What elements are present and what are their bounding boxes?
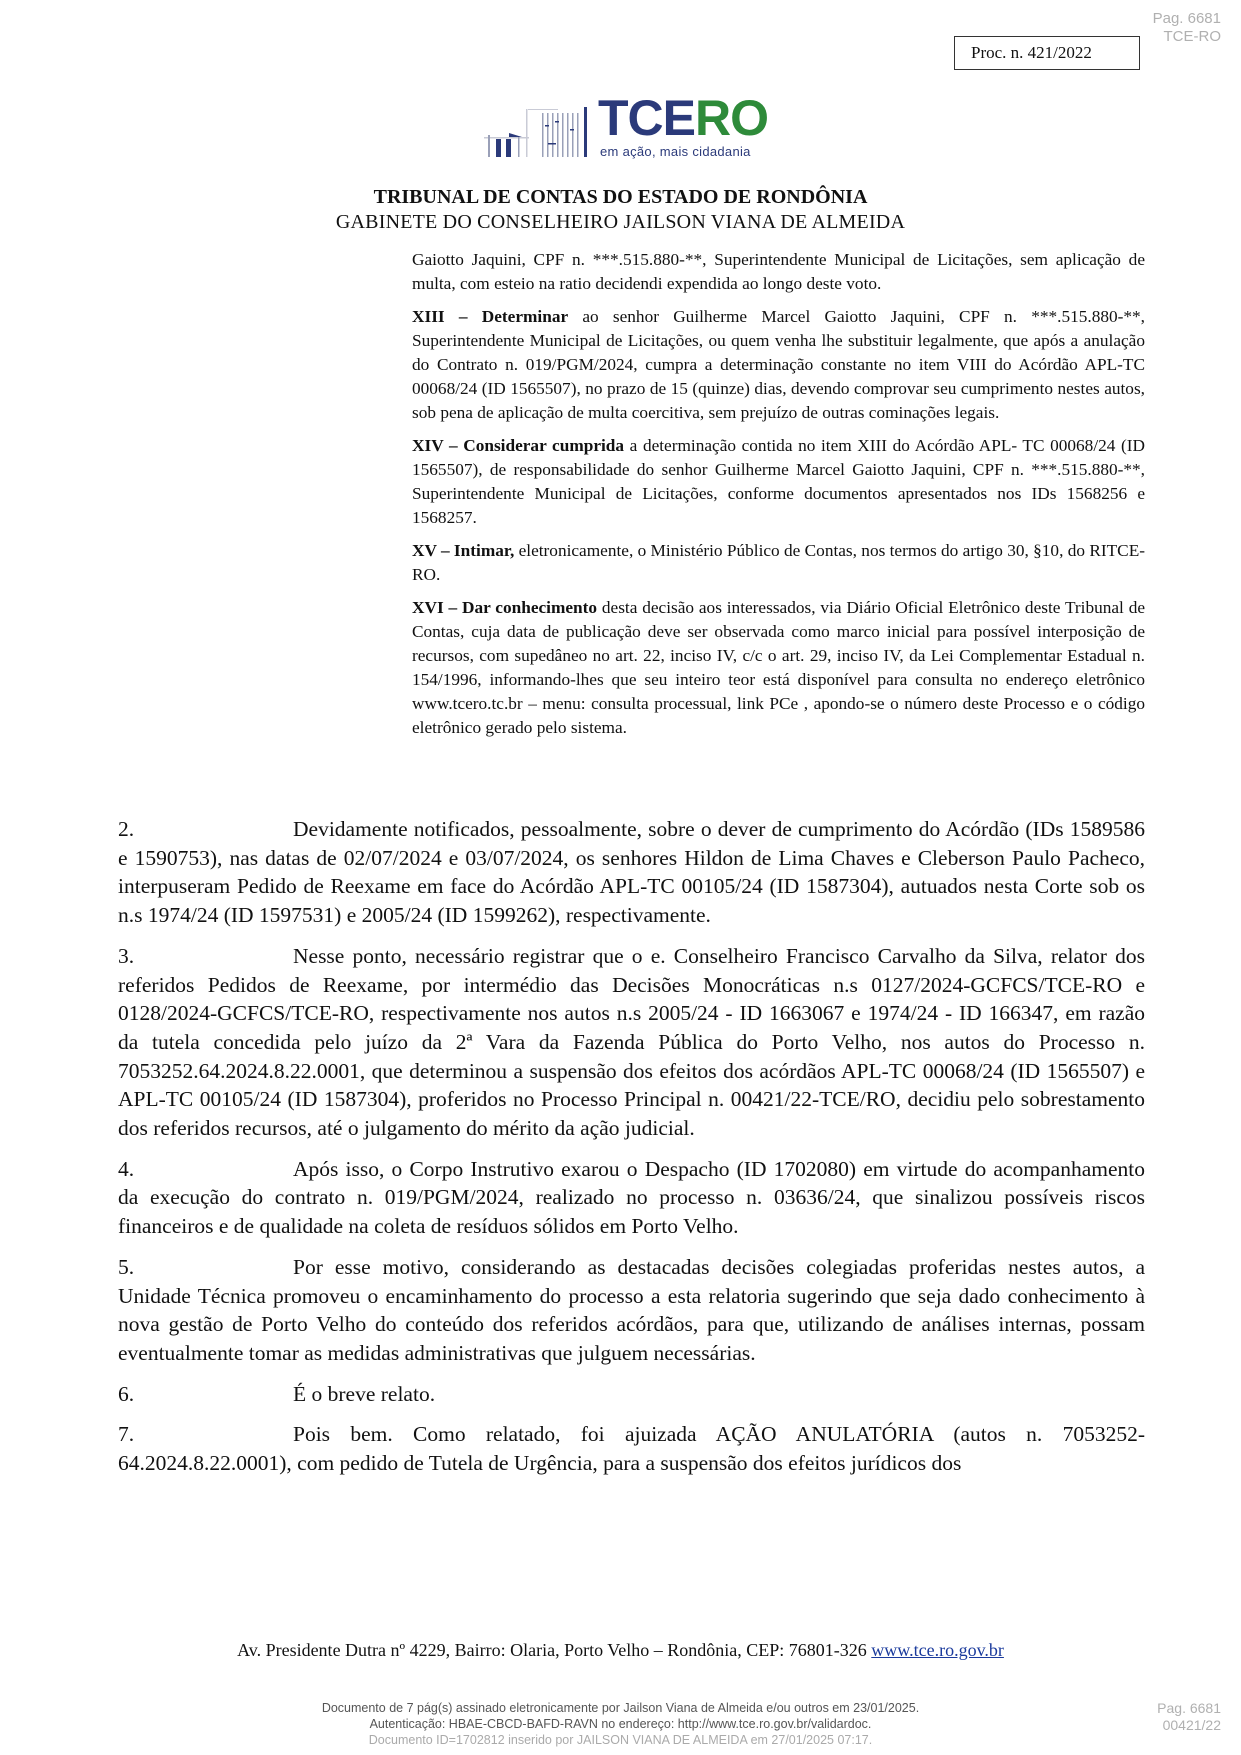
page-number-stamp-bottom: Pag. 6681 — [1157, 1700, 1221, 1716]
logo-ro-text: RO — [695, 90, 768, 146]
report-body — [118, 815, 1145, 1490]
website-link[interactable]: www.tce.ro.gov.br — [871, 1640, 1004, 1660]
paragraph-4: 4. Após isso, o Corpo Instrutivo exarou o Despacho (ID 1702080) em virtude do acompanhamento da execução do contrato n. 019/PGM/2024, realizado no processo n. 03636/24, que sinalizou possíveis riscos financeiros e de qualidade na coleta de resíduos sólidos em Porto Velho. — [118, 1156, 1145, 1239]
logo-tagline: em ação, mais cidadania — [600, 144, 751, 159]
tcero-logo — [484, 90, 784, 161]
page-number-stamp: Pag. 6681 — [1152, 10, 1221, 27]
quoted-item-xiv: XIV – Considerar cumprida a determinação contida no item XIII do Acórdão APL- TC 00068/24 (ID 1565507), de responsabilidade do senhor Guilherme Marcel Gaiotto Jaquini, CPF n. ***.515.880-**, Superintendente Municipal de Licitações, conforme documentos apresentados nos IDs 1568256 e 1568257. — [412, 436, 1145, 527]
logo-wordmark — [598, 91, 768, 145]
document-id-line: Documento ID=1702812 inserido por JAILSON VIANA DE ALMEIDA em 27/01/2025 07:17. — [368, 1733, 873, 1747]
building-logo-icon — [484, 95, 592, 157]
office-subtitle: GABINETE DO CONSELHEIRO JAILSON VIANA DE ALMEIDA — [335, 211, 906, 233]
signature-line: Documento de 7 pág(s) assinado eletronicamente por Jailson Viana de Almeida e/ou outros em 23/01/2025. — [321, 1701, 920, 1715]
paragraph-3: 3. Nesse ponto, necessário registrar que o e. Conselheiro Francisco Carvalho da Silva, relator dos referidos Pedidos de Reexame, por intermédio das Decisões Monocráticas n.s 0127/2024-GCFCS/TCE-RO e 0128/2024-GCFCS/TCE-RO, respectivamente nos autos n.s 2005/24 - ID 1663067 e 1974/24 - ID 166347, em razão da tutela concedida pelo juízo da 2ª Vara da Fazenda Pública do Porto Velho, nos autos do Processo n. 7053252.64.2024.8.22.0001, que determinou a suspensão dos efeitos dos acórdãos APL-TC 00068/24 (ID 1565507) e APL-TC 00105/24 (ID 1587304), proferidos no Processo Principal n. 00421/22-TCE/RO, decidiu pelo sobrestamento dos referidos recursos, até o julgamento do mérito da ação judicial. — [118, 943, 1145, 1141]
paragraph-2: 2. Devidamente notificados, pessoalmente, sobre o dever de cumprimento do Acórdão (IDs 1589586 e 1590753), nas datas de 02/07/2024 e 03/07/2024, os senhores Hildon de Lima Chaves e Cleberson Paulo Pacheco, interpuseram Pedido de Reexame em face do Acórdão APL-TC 00105/24 (ID 1587304), autuados nesta Corte sob os n.s 1974/24 (ID 1597531) e 2005/24 (ID 1599262), respectivamente. — [118, 817, 1145, 928]
process-number-box: Proc. n. 421/2022 — [954, 36, 1140, 70]
logo-tce-text: TCE — [598, 90, 695, 146]
paragraph-5: 5. Por esse motivo, considerando as destacadas decisões colegiadas proferidas nestes autos, a Unidade Técnica promoveu o encaminhamento do processo a esta relatoria sugerindo que seja dado conhecimento à nova gestão de Porto Velho do conteúdo dos referidos acórdãos, para que, utilizando de análises internas, possam eventualmente tomar as medidas administrativas que julguem necessárias. — [118, 1254, 1145, 1365]
org-stamp: TCE-RO — [1163, 28, 1221, 45]
paragraph-7: 7. Pois bem. Como relatado, foi ajuizada AÇÃO ANULATÓRIA (autos n. 7053252-64.2024.8.22.0001), com pedido de Tutela de Urgência, para a suspensão dos efeitos jurídicos dos — [118, 1422, 1145, 1476]
page-stamp-top — [1153, 10, 1221, 46]
page-stamp-bottom — [1157, 1700, 1221, 1734]
quoted-item-xiii: XIII – Determinar ao senhor Guilherme Marcel Gaiotto Jaquini, CPF n. ***.515.880-**, Superintendente Municipal de Licitações, ou quem venha lhe substituir legalmente, que após a anulação do Contrato n. 019/PGM/2024, cumpra a determinação constante no item VIII do Acórdão APL-TC 00068/24 (ID 1565507), no prazo de 15 (quinze) dias, devendo comprovar seu cumprimento nestes autos, sob pena de aplicação de multa coercitiva, sem prejuízo de outras cominações legais. — [412, 307, 1145, 422]
institution-title: TRIBUNAL DE CONTAS DO ESTADO DE RONDÔNIA — [373, 186, 868, 208]
electronic-signature-block — [0, 1700, 1241, 1748]
paragraph-6: 6. É o breve relato. — [118, 1381, 436, 1406]
quoted-item: Gaiotto Jaquini, CPF n. ***.515.880-**, Superintendente Municipal de Licitações, sem aplicação de multa, com esteio na ratio decidendi expendida ao longo deste voto. — [412, 250, 1145, 293]
footer-address: Av. Presidente Dutra nº 4229, Bairro: Olaria, Porto Velho – Rondônia, CEP: 76801-326 www.tce.ro.gov.br — [237, 1640, 1004, 1660]
process-ref-stamp: 00421/22 — [1162, 1717, 1221, 1733]
quoted-decision-items — [412, 248, 1145, 749]
quoted-item-xv: XV – Intimar, eletronicamente, o Ministério Público de Contas, nos termos do artigo 30, §10, do RITCE-RO. — [412, 541, 1146, 584]
authentication-line: Autenticação: HBAE-CBCD-BAFD-RAVN no endereço: http://www.tce.ro.gov.br/validardoc. — [369, 1717, 872, 1731]
quoted-item-xvi: XVI – Dar conhecimento desta decisão aos interessados, via Diário Oficial Eletrônico deste Tribunal de Contas, cuja data de publicação deve ser observada como marco inicial para possível interposição de recursos, com supedâneo no art. 22, inciso IV, c/c o art. 29, inciso IV, da Lei Complementar Estadual n. 154/1996, informando-lhes que seu inteiro teor está disponível para consulta no endereço eletrônico www.tcero.tc.br – menu: consulta processual, link PCe , apondo-se o número deste Processo e o código eletrônico gerado pelo sistema. — [412, 598, 1146, 737]
